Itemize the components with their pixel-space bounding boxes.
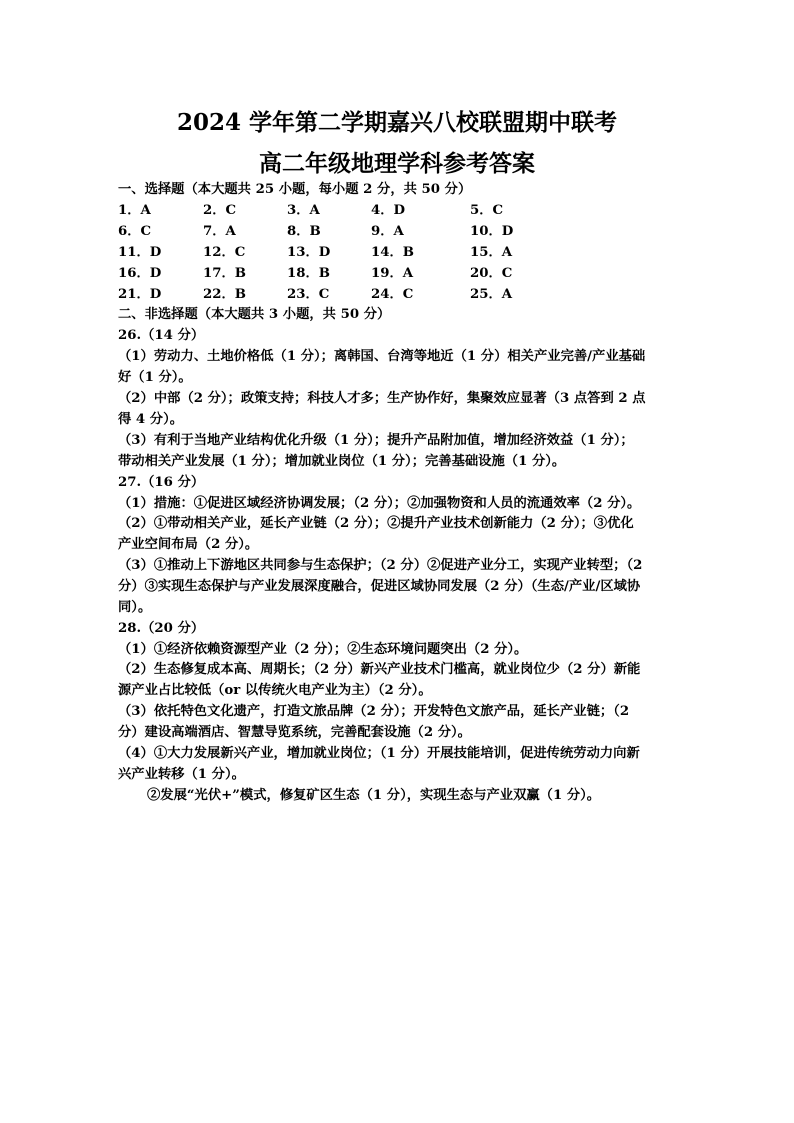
page-title: 2024 学年第二学期嘉兴八校联盟期中联考	[176, 109, 618, 136]
answer-line: 带动相关产业发展（1 分）；增加就业岗位（1 分）；完善基础设施（1 分）。	[118, 454, 566, 469]
mc-answer: 2．C	[203, 203, 237, 218]
mc-row	[118, 243, 688, 263]
mc-answer: 1．A	[118, 203, 151, 218]
answer-line: （1）劳动力、土地价格低（1 分）；离韩国、台湾等地近（1 分）相关产业完善/产业基础	[118, 349, 646, 364]
answer-line: 分）建设高端酒店、智慧导览系统，完善配套设施（2 分）。	[118, 725, 471, 740]
mc-answer: 22．B	[203, 287, 247, 302]
answer-line: （2）①带动相关产业，延长产业链（2 分）；②提升产业技术创新能力（2 分）；③优化	[118, 516, 634, 531]
mc-answer: 23．C	[287, 287, 330, 302]
answer-line: （3）依托特色文化遗产，打造文旅品牌（2 分）；开发特色文旅产品，延长产业链；（2	[118, 704, 630, 719]
answer-line: （3）①推动上下游地区共同参与生态保护；（2 分）②促进产业分工，实现产业转型；（2	[118, 558, 643, 573]
mc-answer: 17．B	[203, 266, 247, 281]
answer-line: （1）①经济依赖资源型产业（2 分）；②生态环境问题突出（2 分）。	[118, 642, 528, 657]
mc-row	[118, 285, 688, 305]
mc-answer: 18．B	[287, 266, 331, 281]
answer-line: （1）措施：①促进区域经济协调发展；（2 分）；②加强物资和人员的流通效率（2 分）。	[118, 496, 641, 511]
answer-line: （4）①大力发展新兴产业，增加就业岗位；（1 分）开展技能培训，促进传统劳动力向新	[118, 746, 640, 761]
mc-answer: 10．D	[470, 224, 514, 239]
mc-answer: 15．A	[470, 245, 513, 260]
mc-row	[118, 264, 688, 284]
mc-answer: 8．B	[287, 224, 321, 239]
mc-row	[118, 222, 688, 242]
mc-answer: 5．C	[470, 203, 504, 218]
mc-answer: 7．A	[203, 224, 236, 239]
answer-line: （2）生态修复成本高、周期长；（2 分）新兴产业技术门槛高，就业岗位少（2 分）新能	[118, 662, 641, 677]
answer-line: 分）③实现生态保护与产业发展深度融合，促进区域协同发展（2 分）（生态/产业/区域协	[118, 579, 641, 594]
answer-line: （2）中部（2 分）；政策支持；科技人才多；生产协作好，集聚效应显著（3 点答到 2 点	[118, 391, 646, 406]
mc-answer: 4．D	[371, 203, 406, 218]
answer-line: 好（1 分）。	[118, 370, 192, 385]
mc-answer: 3．A	[287, 203, 320, 218]
mc-answer: 20．C	[470, 266, 513, 281]
q27-heading: 27.（16 分）	[118, 475, 205, 490]
answer-line: 产业空间布局（2 分）。	[118, 537, 259, 552]
answer-line: ②发展“光伏+”模式，修复矿区生态（1 分），实现生态与产业双赢（1 分）。	[147, 788, 601, 803]
q28-heading: 28.（20 分）	[118, 621, 205, 636]
answer-line: 兴产业转移（1 分）。	[118, 767, 245, 782]
mc-answer: 24．C	[371, 287, 414, 302]
mc-answer: 11．D	[118, 245, 162, 260]
section2-heading: 二、非选择题（本大题共 3 小题，共 50 分）	[118, 307, 391, 322]
mc-answer: 9．A	[371, 224, 404, 239]
mc-answer: 14．B	[371, 245, 415, 260]
page-subtitle: 高二年级地理学科参考答案	[259, 150, 535, 177]
mc-answer: 19．A	[371, 266, 414, 281]
mc-answer: 6．C	[118, 224, 152, 239]
mc-answer: 21．D	[118, 287, 162, 302]
q26-heading: 26.（14 分）	[118, 328, 205, 343]
answer-line: （3）有利于当地产业结构优化升级（1 分）；提升产品附加值，增加经济效益（1 分）；	[118, 433, 634, 448]
answer-line: 同）。	[118, 600, 152, 615]
mc-answer: 25．A	[470, 287, 513, 302]
mc-answer: 12．C	[203, 245, 246, 260]
section1-heading: 一、选择题（本大题共 25 小题，每小题 2 分，共 50 分）	[118, 182, 472, 197]
mc-answer: 13．D	[287, 245, 331, 260]
answer-line: 源产业占比较低（or 以传统火电产业为主）（2 分）。	[118, 683, 432, 698]
mc-answer: 16．D	[118, 266, 162, 281]
answer-line: 得 4 分）。	[118, 412, 184, 427]
mc-row	[118, 201, 688, 221]
